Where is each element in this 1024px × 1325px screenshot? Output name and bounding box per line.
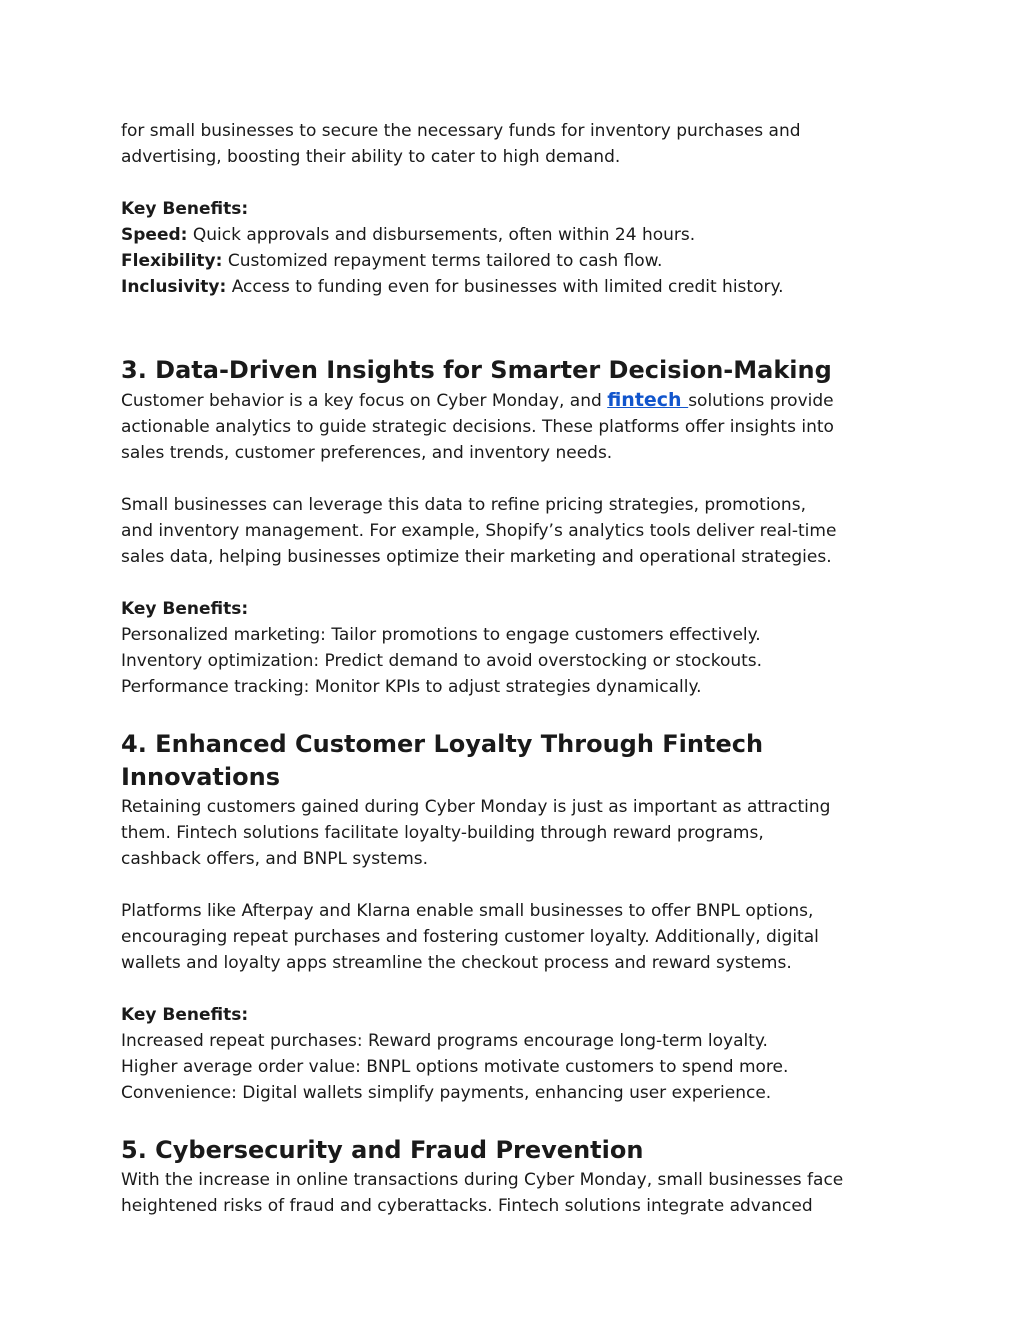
section-4-paragraph-1-line: Retaining customers gained during Cyber Monday is just as important as attracting: [121, 797, 831, 817]
benefit-item: Inclusivity: Access to funding even for businesses with limited credit history.: [121, 277, 784, 297]
section-5-paragraph-1-line: With the increase in online transactions during Cyber Monday, small businesses face: [121, 1170, 844, 1190]
section-3-paragraph-1-line: actionable analytics to guide strategic decisions. These platforms offer insights into: [121, 417, 834, 437]
benefit-item: Performance tracking: Monitor KPIs to adjust strategies dynamically.: [121, 677, 702, 697]
fintech-link[interactable]: fintech: [607, 389, 689, 411]
section-5-paragraph-1-line: heightened risks of fraud and cyberattacks. Fintech solutions integrate advanced: [121, 1196, 813, 1216]
section-3-paragraph-1-line: sales trends, customer preferences, and inventory needs.: [121, 443, 613, 463]
benefit-item: Increased repeat purchases: Reward programs encourage long-term loyalty.: [121, 1031, 768, 1051]
document-page: [121, 118, 921, 1219]
benefit-item: Flexibility: Customized repayment terms tailored to cash flow.: [121, 251, 663, 271]
benefit-item: Speed: Quick approvals and disbursements, often within 24 hours.: [121, 225, 696, 245]
key-benefits-heading: Key Benefits:: [121, 199, 249, 219]
intro-line-2: advertising, boosting their ability to cater to high demand.: [121, 147, 621, 167]
key-benefits-heading: Key Benefits:: [121, 599, 249, 619]
benefit-item: Higher average order value: BNPL options motivate customers to spend more.: [121, 1057, 789, 1077]
section-4-title-line-1: 4. Enhanced Customer Loyalty Through Fintech: [121, 730, 764, 758]
section-4-paragraph-2-line: wallets and loyalty apps streamline the checkout process and reward systems.: [121, 953, 792, 973]
section-5-title: 5. Cybersecurity and Fraud Prevention: [121, 1136, 644, 1164]
section-4-paragraph-2-line: Platforms like Afterpay and Klarna enable small businesses to offer BNPL options,: [121, 901, 814, 921]
section-4-paragraph-1-line: them. Fintech solutions facilitate loyalty-building through reward programs,: [121, 823, 764, 843]
section-4-title-line-2: Innovations: [121, 763, 280, 791]
intro-line-1: for small businesses to secure the necessary funds for inventory purchases and: [121, 121, 801, 141]
section-3-paragraph-2-line: Small businesses can leverage this data to refine pricing strategies, promotions,: [121, 495, 806, 515]
section-3-paragraph-2-line: sales data, helping businesses optimize their marketing and operational strategies.: [121, 547, 832, 567]
key-benefits-heading: Key Benefits:: [121, 1005, 249, 1025]
benefit-item: Inventory optimization: Predict demand to avoid overstocking or stockouts.: [121, 651, 763, 671]
section-3-paragraph-1-line-1: Customer behavior is a key focus on Cyber Monday, and fintech solutions provide: [121, 389, 834, 411]
section-3-title: 3. Data-Driven Insights for Smarter Decision-Making: [121, 356, 832, 384]
benefit-item: Convenience: Digital wallets simplify payments, enhancing user experience.: [121, 1083, 772, 1103]
section-4-paragraph-2-line: encouraging repeat purchases and fostering customer loyalty. Additionally, digital: [121, 927, 819, 947]
section-4-paragraph-1-line: cashback offers, and BNPL systems.: [121, 849, 429, 869]
benefit-item: Personalized marketing: Tailor promotions to engage customers effectively.: [121, 625, 761, 645]
section-3-paragraph-2-line: and inventory management. For example, Shopify’s analytics tools deliver real-time: [121, 521, 837, 541]
